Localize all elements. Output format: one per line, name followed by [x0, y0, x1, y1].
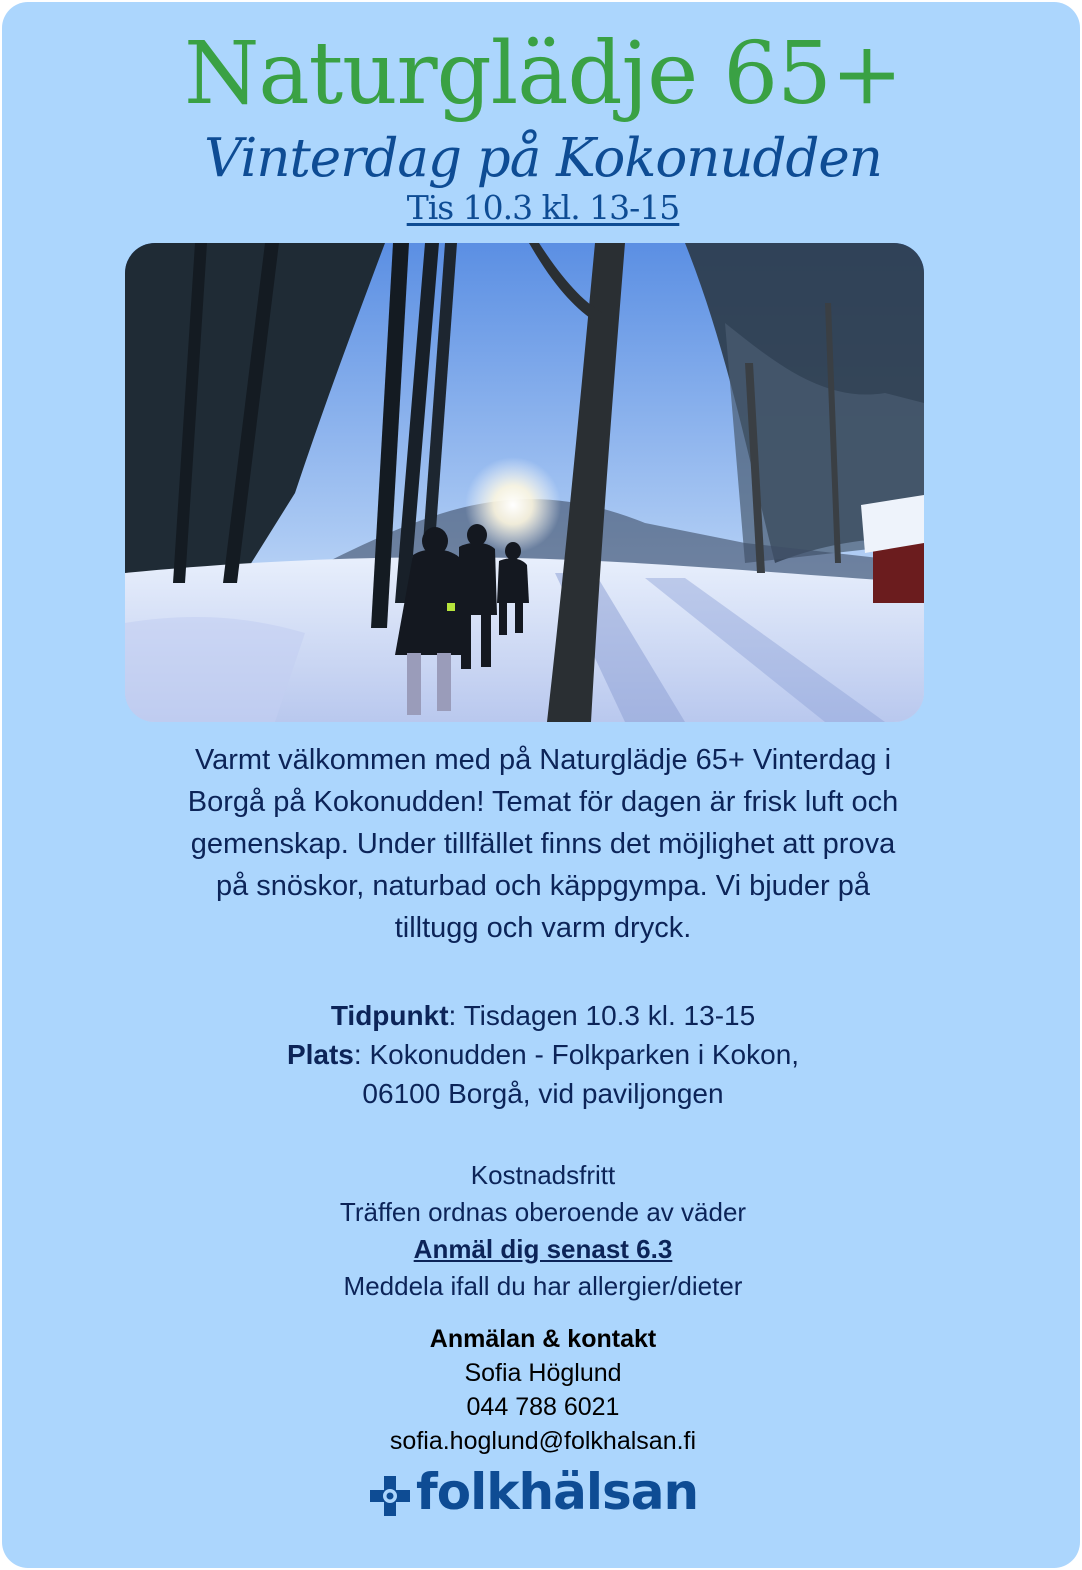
- description-line: gemenskap. Under tillfället finns det möjlighet att prova: [190, 828, 896, 860]
- cost-note: Kostnadsfritt: [470, 1160, 616, 1190]
- winter-forest-photo: [125, 243, 924, 722]
- place-address: 06100 Borgå, vid paviljongen: [362, 1078, 724, 1109]
- contact-email[interactable]: sofia.hoglund@folkhalsan.fi: [389, 1427, 697, 1455]
- description-line: på snöskor, naturbad och käppgympa. Vi bjuder på: [215, 870, 870, 902]
- event-title: Naturglädje 65+: [184, 24, 902, 124]
- place-value: : Kokonudden - Folkparken i Kokon,: [353, 1039, 800, 1070]
- contact-heading: Anmälan & kontakt: [429, 1325, 657, 1353]
- event-poster: [2, 2, 1080, 1568]
- folkhalsan-logo: [368, 1463, 728, 1524]
- allergy-note: Meddela ifall du har allergier/dieter: [343, 1271, 743, 1301]
- event-description: [132, 739, 954, 949]
- time-value: : Tisdagen 10.3 kl. 13-15: [448, 1000, 756, 1031]
- contact-block: [2, 1322, 1080, 1458]
- description-line: Varmt välkommen med på Naturglädje 65+ Vinterdag i: [194, 744, 892, 776]
- contact-name: Sofia Höglund: [464, 1359, 622, 1387]
- event-subtitle: Vinterdag på Kokonudden: [204, 128, 882, 189]
- place-row: [2, 1035, 1080, 1074]
- registration-deadline[interactable]: Anmäl dig senast 6.3: [413, 1234, 673, 1264]
- folkhalsan-cross-icon: [368, 1474, 412, 1518]
- event-date: Tis 10.3 kl. 13-15: [406, 188, 680, 227]
- event-info: [2, 1157, 1080, 1305]
- description-line: Borgå på Kokonudden! Temat för dagen är frisk luft och: [187, 786, 899, 818]
- time-label: Tidpunkt: [330, 1000, 449, 1031]
- event-details: [2, 996, 1080, 1113]
- description-line: tilltugg och varm dryck.: [394, 912, 692, 944]
- contact-phone[interactable]: 044 788 6021: [466, 1393, 620, 1421]
- weather-note: Träffen ordnas oberoende av väder: [339, 1197, 747, 1227]
- place-label: Plats: [286, 1039, 354, 1070]
- logo-text: folkhälsan: [416, 1463, 699, 1521]
- time-row: [2, 996, 1080, 1035]
